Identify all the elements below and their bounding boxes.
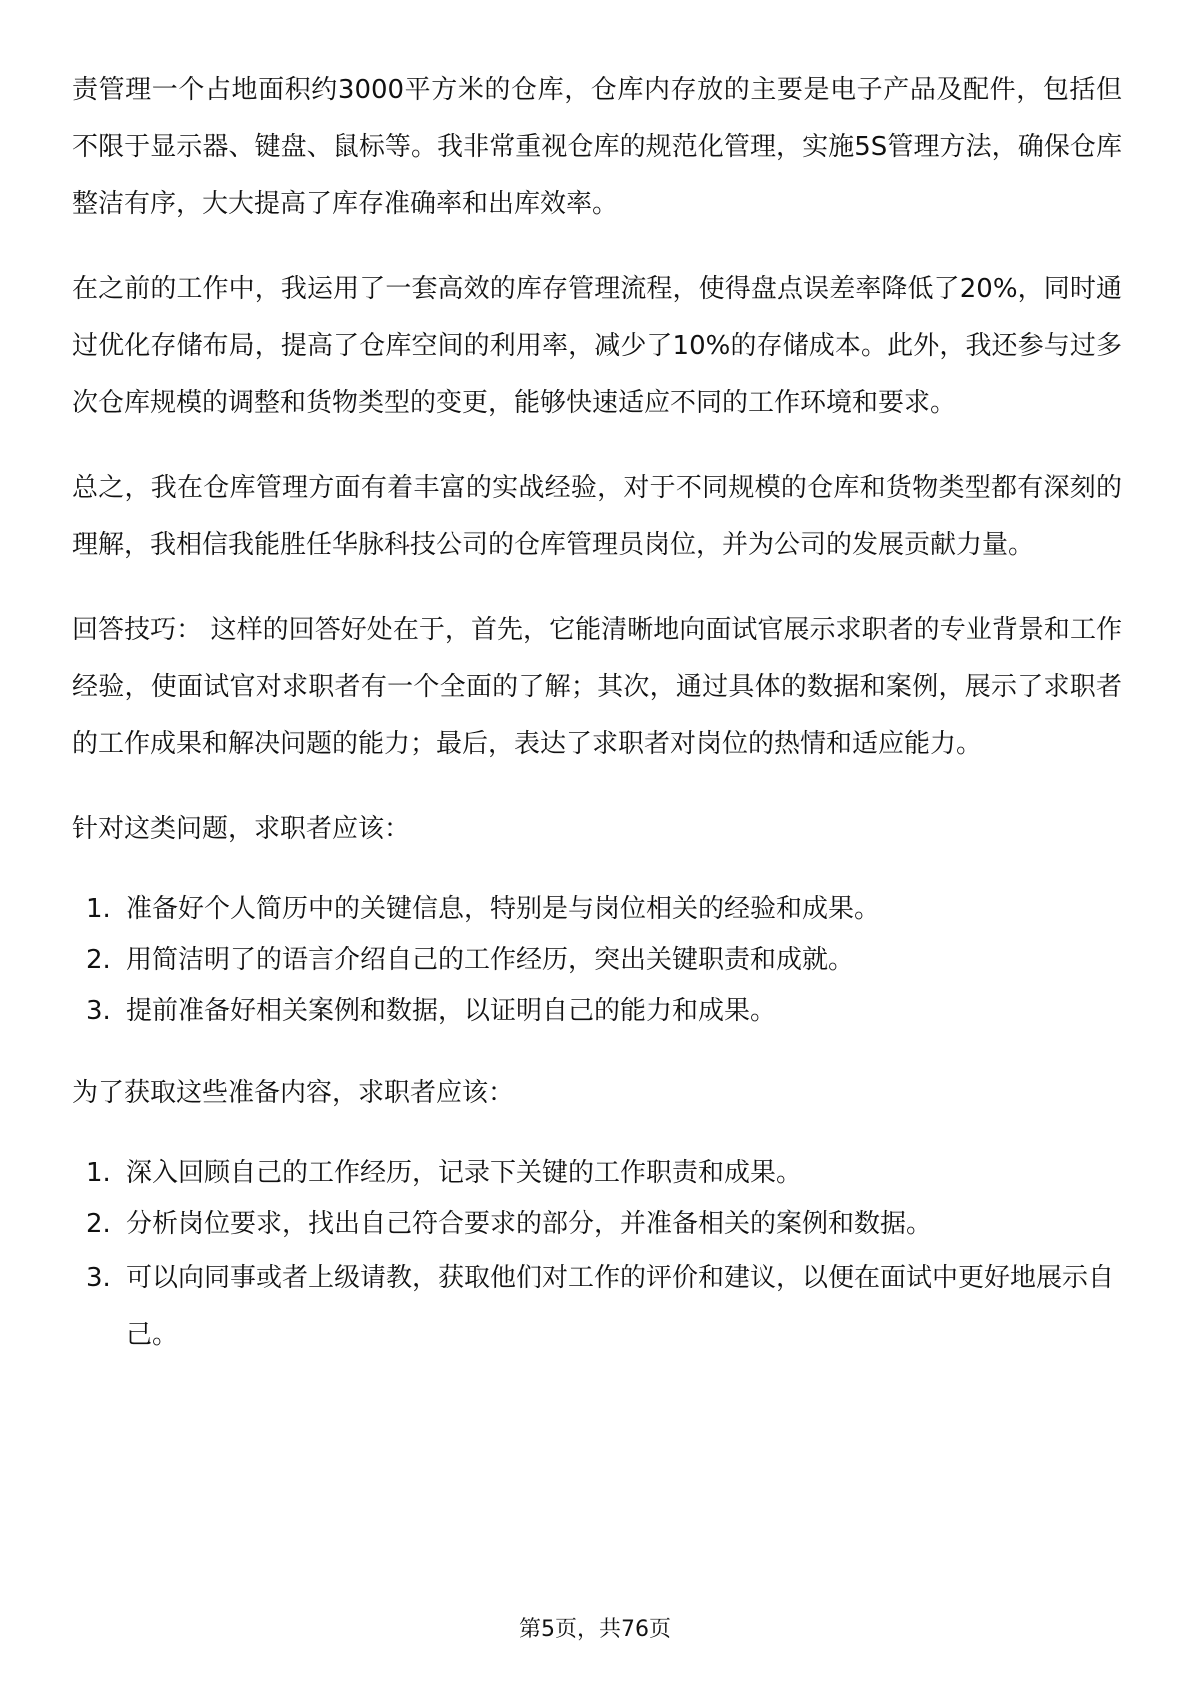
paragraph-answer-tips: 回答技巧： 这样的回答好处在于，首先，它能清晰地向面试官展示求职者的专业背景和工作经验，使面试官对求职者有一个全面的了解；其次，通过具体的数据和案例，展示了求职者的工作成果和解决问题的能力；最后，表达了求职者对岗位的热情和适应能力。 (72, 615, 1122, 759)
list-item-number: 1. (86, 1158, 111, 1188)
paragraph-previous-work: 在之前的工作中，我运用了一套高效的库存管理流程，使得盘点误差率降低了20%，同时通过优化存储布局，提高了仓库空间的利用率，减少了10%的存储成本。此外，我还参与过多次仓库规模的调整和货物类型的变更，能够快速适应不同的工作环境和要求。 (72, 274, 1122, 418)
list-item (72, 986, 1122, 1037)
list-item-text: 用简洁明了的语言介绍自己的工作经历，突出关键职责和成就。 (126, 945, 855, 975)
list-item (72, 1148, 1122, 1199)
document-body (72, 62, 1122, 1392)
list-item-text: 分析岗位要求，找出自己符合要求的部分，并准备相关的案例和数据。 (126, 1209, 933, 1239)
list-item-number: 1. (86, 894, 111, 924)
list-item (72, 1250, 1122, 1364)
list-item-text: 可以向同事或者上级请教，获取他们对工作的评价和建议，以便在面试中更好地展示自己。 (126, 1263, 1115, 1350)
paragraph-warehouse-management: 责管理一个占地面积约3000平方米的仓库，仓库内存放的主要是电子产品及配件，包括但不限于显示器、键盘、鼠标等。我非常重视仓库的规范化管理，实施5S管理方法，确保仓库整洁有序，大大提高了库存准确率和出库效率。 (72, 75, 1122, 219)
paragraph-summary: 总之，我在仓库管理方面有着丰富的实战经验，对于不同规模的仓库和货物类型都有深刻的理解，我相信我能胜任华脉科技公司的仓库管理员岗位，并为公司的发展贡献力量。 (72, 473, 1122, 560)
page-number: 第5页，共76页 (519, 1617, 671, 1642)
list-item-text: 提前准备好相关案例和数据，以证明自己的能力和成果。 (126, 996, 777, 1026)
list-item-text: 深入回顾自己的工作经历，记录下关键的工作职责和成果。 (126, 1158, 803, 1188)
paragraph-list-intro-1: 针对这类问题，求职者应该： (72, 814, 411, 844)
gathering-list (72, 1148, 1122, 1364)
list-item-number: 2. (86, 1209, 111, 1239)
list-item-number: 3. (86, 996, 111, 1026)
list-item (72, 935, 1122, 986)
list-item (72, 1199, 1122, 1250)
paragraph-list-intro-2: 为了获取这些准备内容，求职者应该： (72, 1078, 515, 1108)
list-item-number: 3. (86, 1263, 111, 1293)
list-item-text: 准备好个人简历中的关键信息，特别是与岗位相关的经验和成果。 (126, 894, 881, 924)
preparation-list (72, 884, 1122, 1037)
list-item-number: 2. (86, 945, 111, 975)
list-item (72, 884, 1122, 935)
